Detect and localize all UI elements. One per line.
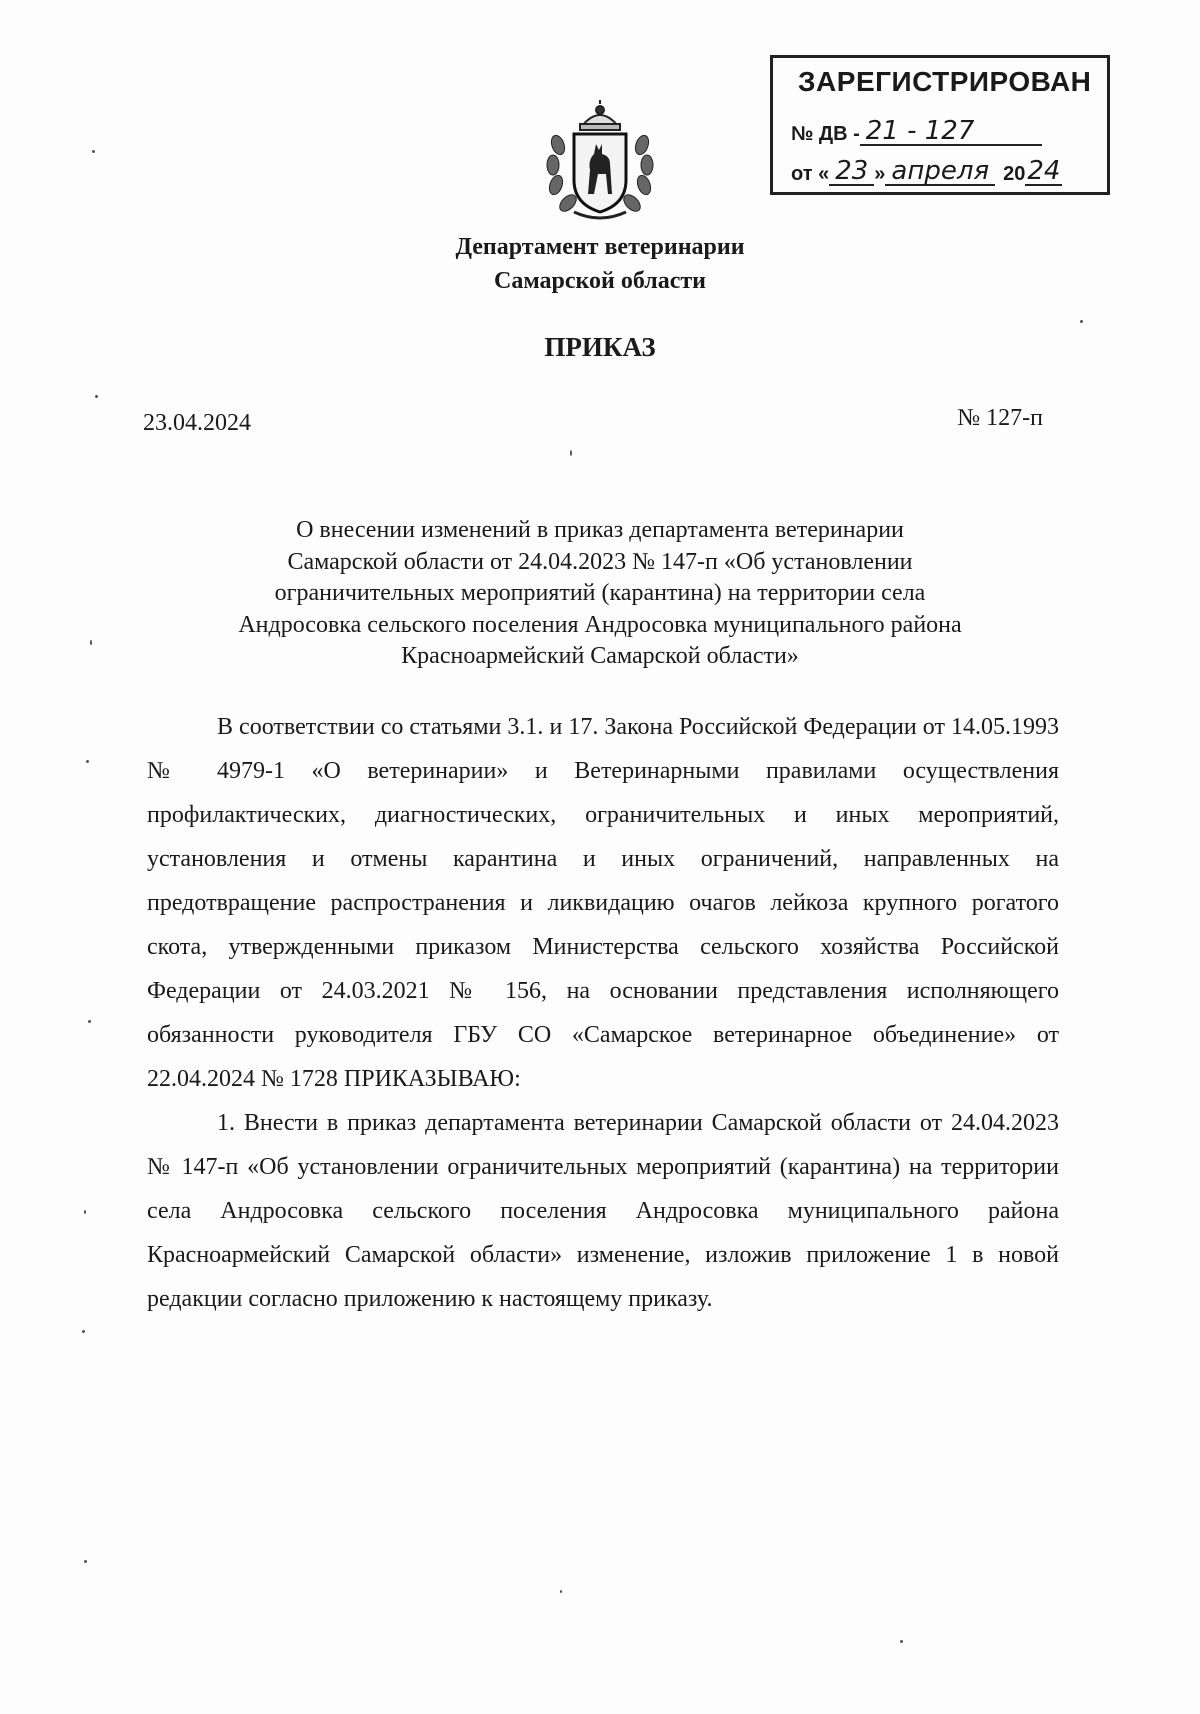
stamp-registration-number <box>791 118 1042 146</box>
stamp-title: ЗАРЕГИСТРИРОВАН <box>798 66 1092 97</box>
stamp-date-mid: » <box>874 163 886 185</box>
department-title <box>0 230 1200 298</box>
document-body <box>147 705 1059 1321</box>
body-paragraph-preamble: В соответствии со статьями 3.1. и 17. Закона Российской Федерации от 14.05.1993 № 4979-1 «О ветеринарии» и Ветеринарными правилами осуществления профилактических, диагностических, ограничительных и иных мероприятий, установления и отмены карантина и иных ограничений, направленных на предотвращение распространения и ликвидацию очагов лейкоза крупного рогатого скота, утвержденными приказом Министерства сельского хозяйства Российской Федерации от 24.03.2021 № 156, на основании представления исполняющего обязанности руководителя ГБУ СО «Самарское ветеринарное объединение» от 22.04.2024 № 1728 ПРИКАЗЫВАЮ: <box>147 714 1059 1092</box>
registration-stamp <box>770 55 1110 195</box>
document-date: 23.04.2024 <box>143 410 251 436</box>
stamp-date-day: 23 <box>829 158 874 186</box>
body-paragraph-item-1: 1. Внести в приказ департамента ветеринарии Самарской области от 24.04.2023 № 147-п «Об установлении ограничительных мероприятий (карантина) на территории села Андросовка сельского поселения Андросовка муниципального района Красноармейский Самарской области» изменение, изложив приложение 1 в новой редакции согласно приложению к настоящему приказу. <box>147 1110 1059 1312</box>
document-number: № 127-п <box>957 405 1043 431</box>
department-title-line-1: Департамент ветеринарии <box>455 234 745 260</box>
stamp-date-prefix: от « <box>791 163 830 185</box>
department-title-line-2: Самарской области <box>494 268 706 294</box>
document-kind-title: ПРИКАЗ <box>544 332 656 362</box>
stamp-date-month: апреля <box>885 158 995 186</box>
stamp-reg-number: 21 - 127 <box>860 118 1042 146</box>
stamp-date-year-prefix: 20 <box>1003 163 1026 185</box>
document-subject <box>150 515 1050 673</box>
subject-line: О внесении изменений в приказ департамента ветеринарии <box>296 517 904 543</box>
subject-line: ограничительных мероприятий (карантина) на территории села <box>274 580 926 606</box>
stamp-date-year-suffix: 24 <box>1027 156 1061 186</box>
subject-line: Андросовка сельского поселения Андросовка муниципального района <box>238 611 962 638</box>
samara-coat-of-arms-emblem <box>538 100 662 225</box>
stamp-registration-date <box>791 158 1062 186</box>
stamp-reg-prefix: № ДВ - <box>791 123 860 145</box>
subject-line: Самарской области от 24.04.2023 № 147-п «Об установлении <box>287 548 913 575</box>
subject-line: Красноармейский Самарской области» <box>401 643 799 669</box>
